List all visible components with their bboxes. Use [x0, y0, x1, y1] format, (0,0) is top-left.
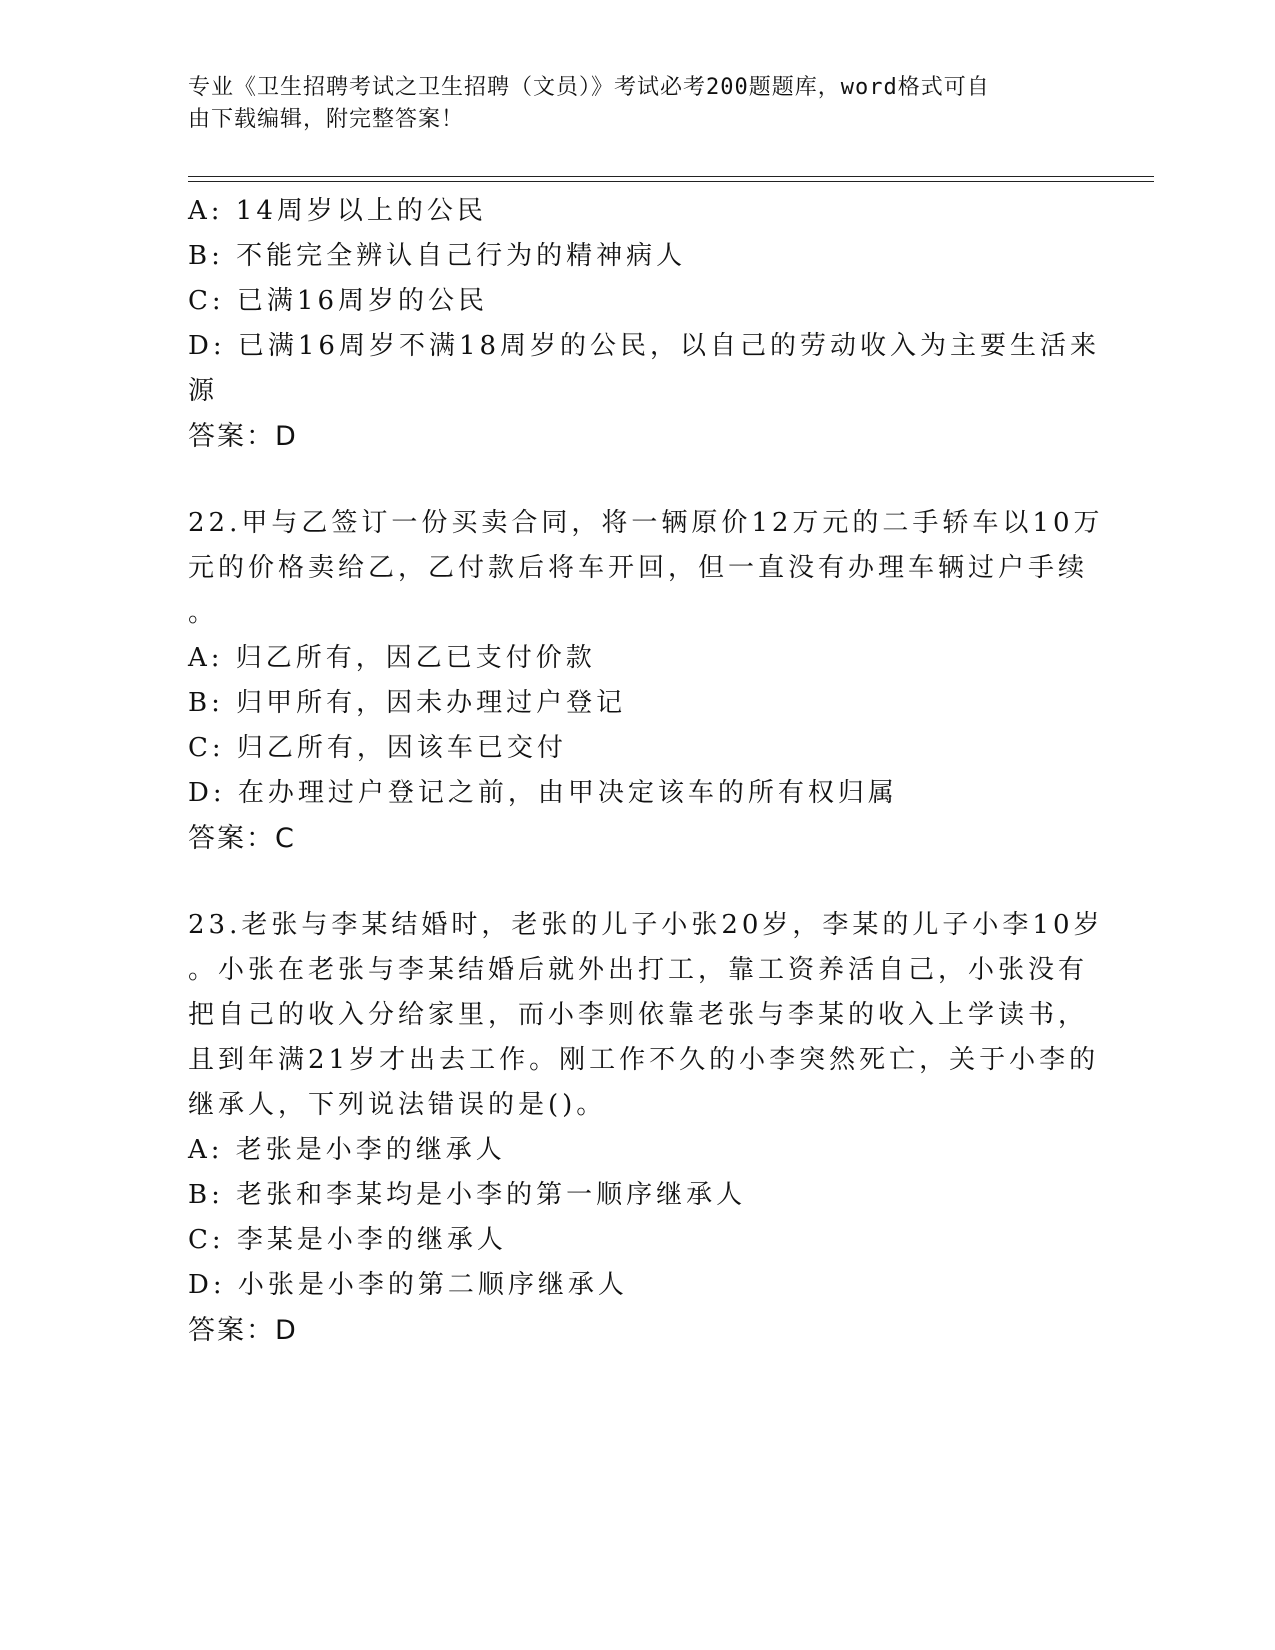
q22-stem-line-2: 元的价格卖给乙，乙付款后将车开回，但一直没有办理车辆过户手续 [188, 553, 1089, 583]
q22-stem-line-1: 22.甲与乙签订一份买卖合同，将一辆原价12万元的二手轿车以10万 [188, 508, 1104, 538]
spacer [188, 459, 1068, 501]
q21-option-b: B: 不能完全辨认自己行为的精神病人 [188, 241, 687, 271]
q23-stem-line-3: 把自己的收入分给家里，而小李则依靠老张与李某的收入上学读书， [188, 1000, 1089, 1030]
q23-stem-line-1: 23.老张与李某结婚时，老张的儿子小张20岁，李某的儿子小李10岁 [188, 910, 1104, 940]
q22-stem [188, 501, 1104, 636]
q22-answer: 答案：C [188, 823, 296, 854]
q21-option-c: C: 已满16周岁的公民 [188, 286, 489, 316]
header-line-2: 由下载编辑，附完整答案！ [188, 107, 465, 132]
q22-option-d: D: 在办理过户登记之前，由甲决定该车的所有权归属 [188, 778, 898, 808]
q21-option-d: D: 已满16周岁不满18周岁的公民，以自己的劳动收入为主要生活来 [188, 331, 1101, 361]
q23-answer: 答案：D [188, 1315, 298, 1346]
question-23 [188, 903, 1104, 1353]
spacer [188, 861, 1068, 903]
q22-option-a: A: 归乙所有，因乙已支付价款 [188, 643, 596, 673]
q23-stem-line-5: 继承人，下列说法错误的是()。 [188, 1090, 607, 1120]
q22-option-c: C: 归乙所有，因该车已交付 [188, 733, 567, 763]
document-header [188, 72, 1088, 136]
q22-stem-line-3: 。 [188, 598, 219, 628]
document-body [188, 189, 1104, 1353]
q23-stem-line-4: 且到年满21岁才出去工作。刚工作不久的小李突然死亡，关于小李的 [188, 1045, 1100, 1075]
q23-option-a: A: 老张是小李的继承人 [188, 1135, 506, 1165]
q21-option-a: A: 14周岁以上的公民 [188, 196, 487, 226]
q23-option-c: C: 李某是小李的继承人 [188, 1225, 507, 1255]
q21-answer: 答案：D [188, 421, 298, 452]
header-line-1: 专业《卫生招聘考试之卫生招聘（文员）》考试必考200题题库，word格式可自 [188, 75, 990, 100]
q23-stem [188, 903, 1104, 1128]
q23-option-b: B: 老张和李某均是小李的第一顺序继承人 [188, 1180, 747, 1210]
header-divider [188, 176, 1154, 182]
question-21 [188, 189, 1101, 459]
q21-option-d-continued: 源 [188, 376, 219, 406]
question-22 [188, 501, 1104, 861]
q23-stem-line-2: 。小张在老张与李某结婚后就外出打工，靠工资养活自己，小张没有 [188, 955, 1089, 985]
q23-option-d: D: 小张是小李的第二顺序继承人 [188, 1270, 628, 1300]
q22-option-b: B: 归甲所有，因未办理过户登记 [188, 688, 627, 718]
